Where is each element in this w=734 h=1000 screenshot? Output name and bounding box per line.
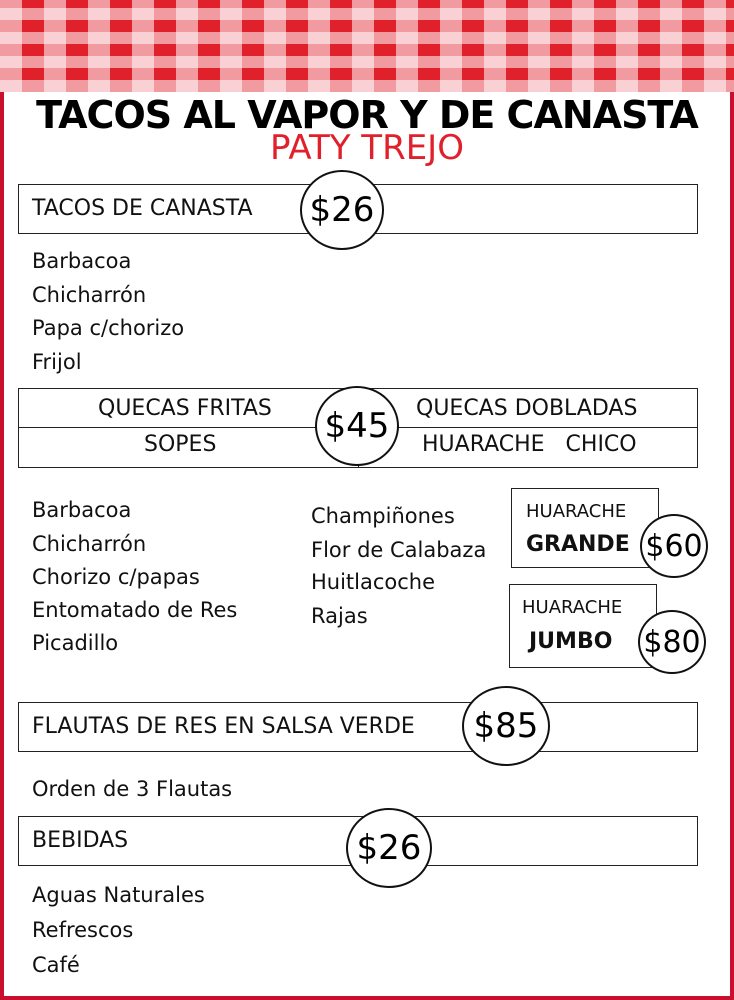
list-item: Refrescos bbox=[32, 918, 134, 942]
list-item: Papa c/chorizo bbox=[32, 316, 185, 340]
list-item: Chorizo c/papas bbox=[32, 565, 200, 589]
section-flautas-price: $85 bbox=[462, 686, 550, 766]
huarache-jumbo-big: JUMBO bbox=[529, 629, 613, 654]
gingham-banner bbox=[0, 0, 734, 92]
huarache-grande-small: HUARACHE bbox=[526, 501, 627, 522]
page-subtitle: PATY TREJO bbox=[270, 128, 464, 168]
huarache-jumbo-price: $80 bbox=[638, 610, 706, 674]
list-item: Huitlacoche bbox=[311, 570, 436, 594]
list-item: Champiñones bbox=[311, 504, 455, 528]
section-quecas-price: $45 bbox=[315, 386, 399, 466]
huarache-grande-big: GRANDE bbox=[526, 532, 630, 557]
cell-sopes: SOPES bbox=[144, 432, 217, 457]
section-flautas-label: FLAUTAS DE RES EN SALSA VERDE bbox=[32, 714, 415, 739]
cell-huarache-chico: HUARACHE CHICO bbox=[422, 432, 637, 457]
list-item: Picadillo bbox=[32, 631, 119, 655]
list-item: Rajas bbox=[311, 604, 368, 628]
section-canasta-label: TACOS DE CANASTA bbox=[32, 196, 253, 221]
page-title: TACOS AL VAPOR Y DE CANASTA bbox=[36, 93, 698, 137]
section-bebidas-label: BEBIDAS bbox=[32, 828, 129, 853]
list-item: Entomatado de Res bbox=[32, 598, 238, 622]
list-item: Café bbox=[32, 953, 80, 977]
list-item: Chicharrón bbox=[32, 283, 147, 307]
cell-quecas-fritas: QUECAS FRITAS bbox=[98, 396, 272, 421]
cell-quecas-dobladas: QUECAS DOBLADAS bbox=[416, 396, 638, 421]
list-item: Aguas Naturales bbox=[32, 883, 205, 907]
section-canasta-price: $26 bbox=[300, 170, 384, 250]
list-item: Barbacoa bbox=[32, 498, 132, 522]
list-item: Frijol bbox=[32, 350, 82, 374]
huarache-jumbo-small: HUARACHE bbox=[522, 597, 623, 618]
section-bebidas-price: $26 bbox=[346, 808, 432, 888]
list-item: Flor de Calabaza bbox=[311, 538, 487, 562]
list-item: Chicharrón bbox=[32, 532, 147, 556]
list-item: Barbacoa bbox=[32, 249, 132, 273]
huarache-grande-price: $60 bbox=[640, 514, 708, 578]
list-item: Orden de 3 Flautas bbox=[32, 777, 233, 801]
